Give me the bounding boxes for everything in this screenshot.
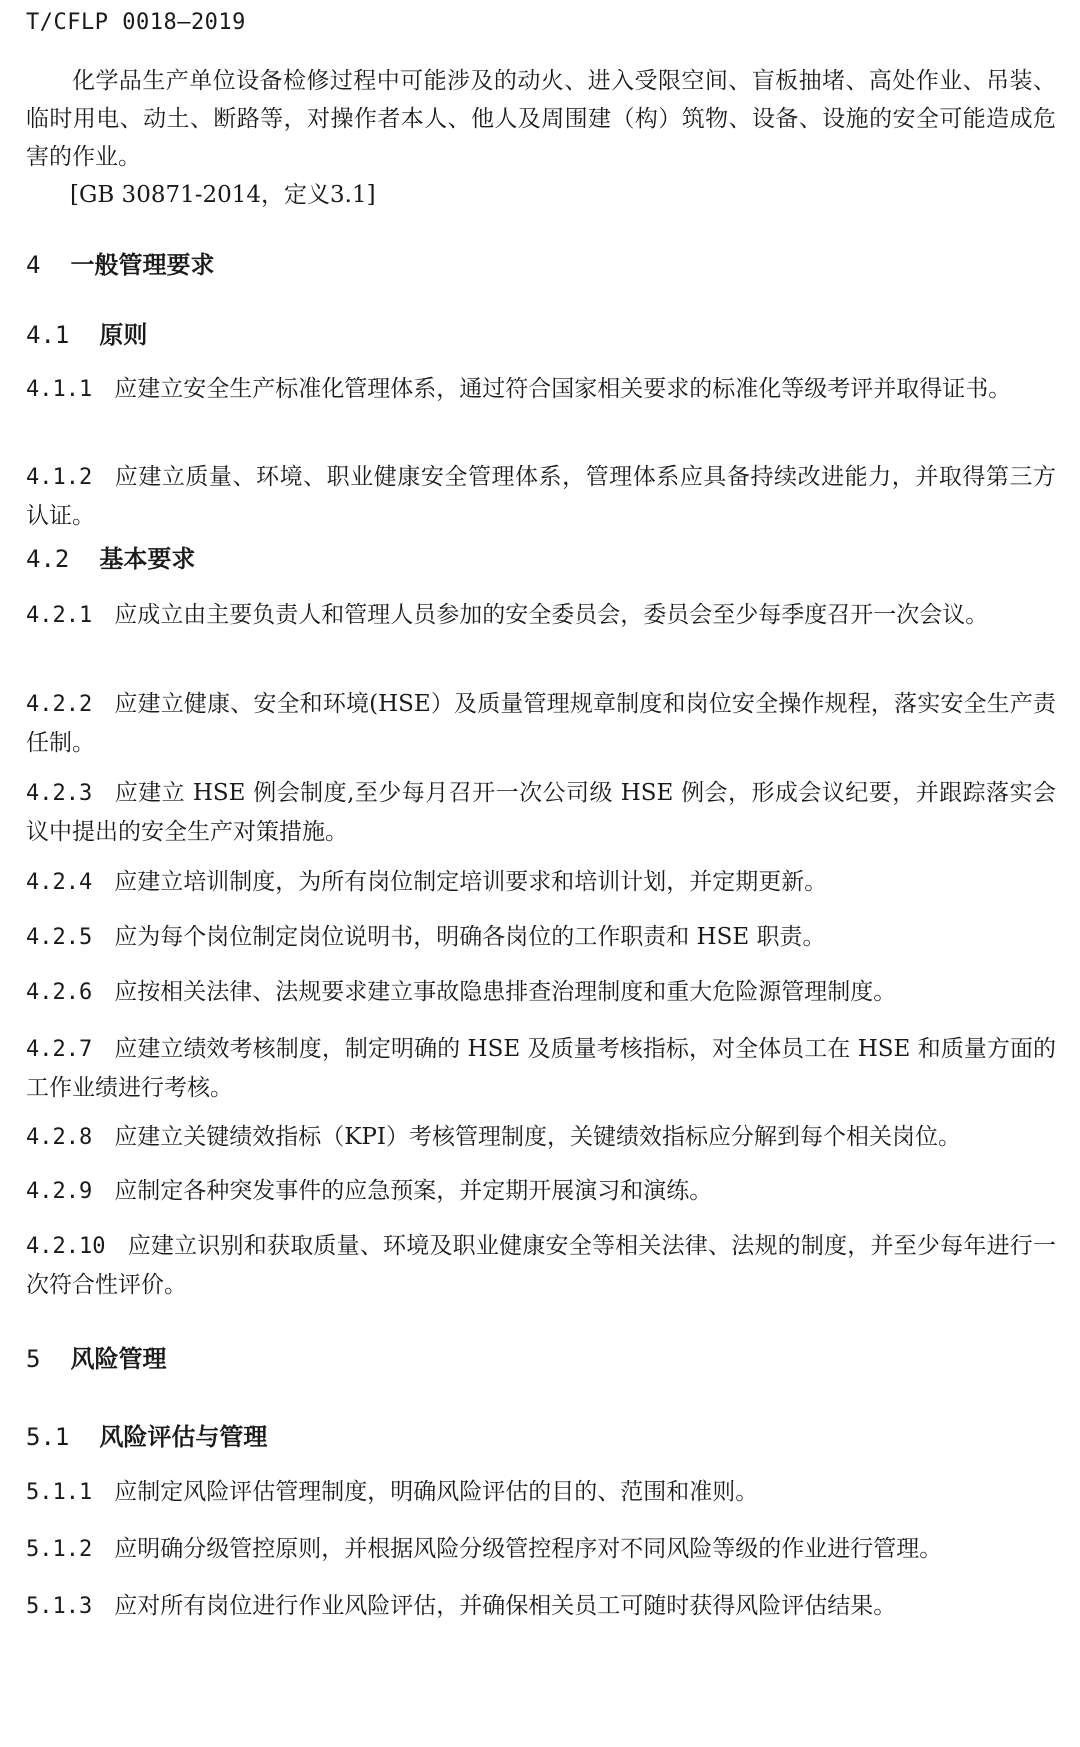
clause-4-2-10	[26, 1227, 1056, 1304]
clause-text: 应成立由主要负责人和管理人员参加的安全委员会，委员会至少每季度召开一次会议。	[114, 602, 989, 628]
clause-number: 4.2.2	[26, 692, 93, 717]
clause-text: 应建立质量、环境、职业健康安全管理体系，管理体系应具备持续改进能力，并取得第三方认证。	[26, 464, 1056, 529]
clause-text: 应建立培训制度，为所有岗位制定培训要求和培训计划，并定期更新。	[114, 869, 828, 895]
clause-text: 应建立 HSE 例会制度,至少每月召开一次公司级 HSE 例会，形成会议纪要，并跟踪落实会议中提出的安全生产对策措施。	[26, 780, 1056, 845]
clause-4-2-8	[26, 1118, 1056, 1157]
clause-number: 4.2.3	[26, 781, 93, 806]
clause-number: 4.2.7	[26, 1037, 93, 1062]
clause-4-2-1	[26, 596, 1056, 635]
clause-text: 应建立识别和获取质量、环境及职业健康安全等相关法律、法规的制度，并至少每年进行一次符合性评价。	[26, 1233, 1056, 1298]
subsection-number: 4.2	[26, 545, 70, 573]
section-title: 风险管理	[70, 1345, 167, 1373]
clause-text: 应建立绩效考核制度，制定明确的 HSE 及质量考核指标，对全体员工在 HSE 和质量方面的工作业绩进行考核。	[26, 1036, 1056, 1101]
clause-4-2-5	[26, 918, 1056, 957]
clause-text: 应建立关键绩效指标（KPI）考核管理制度，关键绩效指标应分解到每个相关岗位。	[114, 1124, 961, 1150]
clause-number: 4.2.6	[26, 980, 93, 1005]
clause-number: 5.1.1	[26, 1480, 93, 1505]
clause-number: 4.2.9	[26, 1179, 93, 1204]
clause-4-2-7	[26, 1030, 1056, 1107]
intro-paragraph: 化学品生产单位设备检修过程中可能涉及的动火、进入受限空间、盲板抽堵、高处作业、吊装、临时用电、动土、断路等，对操作者本人、他人及周围建（构）筑物、设备、设施的安全可能造成危害的作业。	[26, 68, 1056, 170]
clause-4-1-1	[26, 370, 1056, 409]
subsection-number: 5.1	[26, 1423, 70, 1451]
clause-number: 4.1.1	[26, 377, 93, 402]
clause-4-2-3	[26, 774, 1056, 851]
clause-5-1-1	[26, 1473, 1056, 1512]
clause-text: 应制定风险评估管理制度，明确风险评估的目的、范围和准则。	[114, 1479, 759, 1505]
subsection-title: 原则	[99, 321, 148, 349]
clause-4-2-6	[26, 973, 1056, 1012]
clause-number: 5.1.2	[26, 1537, 93, 1562]
subsection-title: 风险评估与管理	[99, 1423, 268, 1451]
section-heading-5	[26, 1340, 166, 1378]
clause-number: 4.2.5	[26, 925, 93, 950]
clause-text: 应制定各种突发事件的应急预案，并定期开展演习和演练。	[114, 1178, 713, 1204]
clause-text: 应按相关法律、法规要求建立事故隐患排查治理制度和重大危险源管理制度。	[114, 979, 897, 1005]
clause-number: 4.1.2	[26, 465, 93, 490]
subsection-title: 基本要求	[99, 545, 196, 573]
clause-number: 4.2.10	[26, 1234, 106, 1259]
citation: [GB 30871-2014，定义3.1]	[70, 182, 376, 208]
clause-text: 应建立健康、安全和环境(HSE）及质量管理规章制度和岗位安全操作规程，落实安全生产责任制。	[26, 691, 1056, 756]
clause-4-2-2	[26, 685, 1056, 762]
clause-5-1-2	[26, 1530, 1056, 1569]
section-number: 4	[26, 251, 41, 279]
section-heading-4	[26, 246, 214, 284]
clause-4-2-9	[26, 1172, 1056, 1211]
subsection-heading-4-2	[26, 540, 195, 578]
clause-text: 应为每个岗位制定岗位说明书，明确各岗位的工作职责和 HSE 职责。	[114, 924, 826, 950]
clause-text: 应建立安全生产标准化管理体系，通过符合国家相关要求的标准化等级考评并取得证书。	[114, 376, 1012, 402]
subsection-heading-4-1	[26, 316, 147, 354]
subsection-heading-5-1	[26, 1418, 267, 1456]
clause-4-2-4	[26, 863, 1056, 902]
clause-number: 5.1.3	[26, 1594, 93, 1619]
clause-number: 4.2.4	[26, 870, 93, 895]
subsection-number: 4.1	[26, 321, 70, 349]
clause-4-1-2	[26, 458, 1056, 535]
clause-text: 应对所有岗位进行作业风险评估，并确保相关员工可随时获得风险评估结果。	[114, 1593, 897, 1619]
clause-5-1-3	[26, 1587, 1056, 1626]
clause-number: 4.2.1	[26, 603, 93, 628]
clause-number: 4.2.8	[26, 1125, 93, 1150]
document-code: T/CFLP 0018—2019	[26, 10, 246, 35]
section-number: 5	[26, 1345, 41, 1373]
section-title: 一般管理要求	[70, 251, 215, 279]
clause-text: 应明确分级管控原则，并根据风险分级管控程序对不同风险等级的作业进行管理。	[114, 1536, 943, 1562]
